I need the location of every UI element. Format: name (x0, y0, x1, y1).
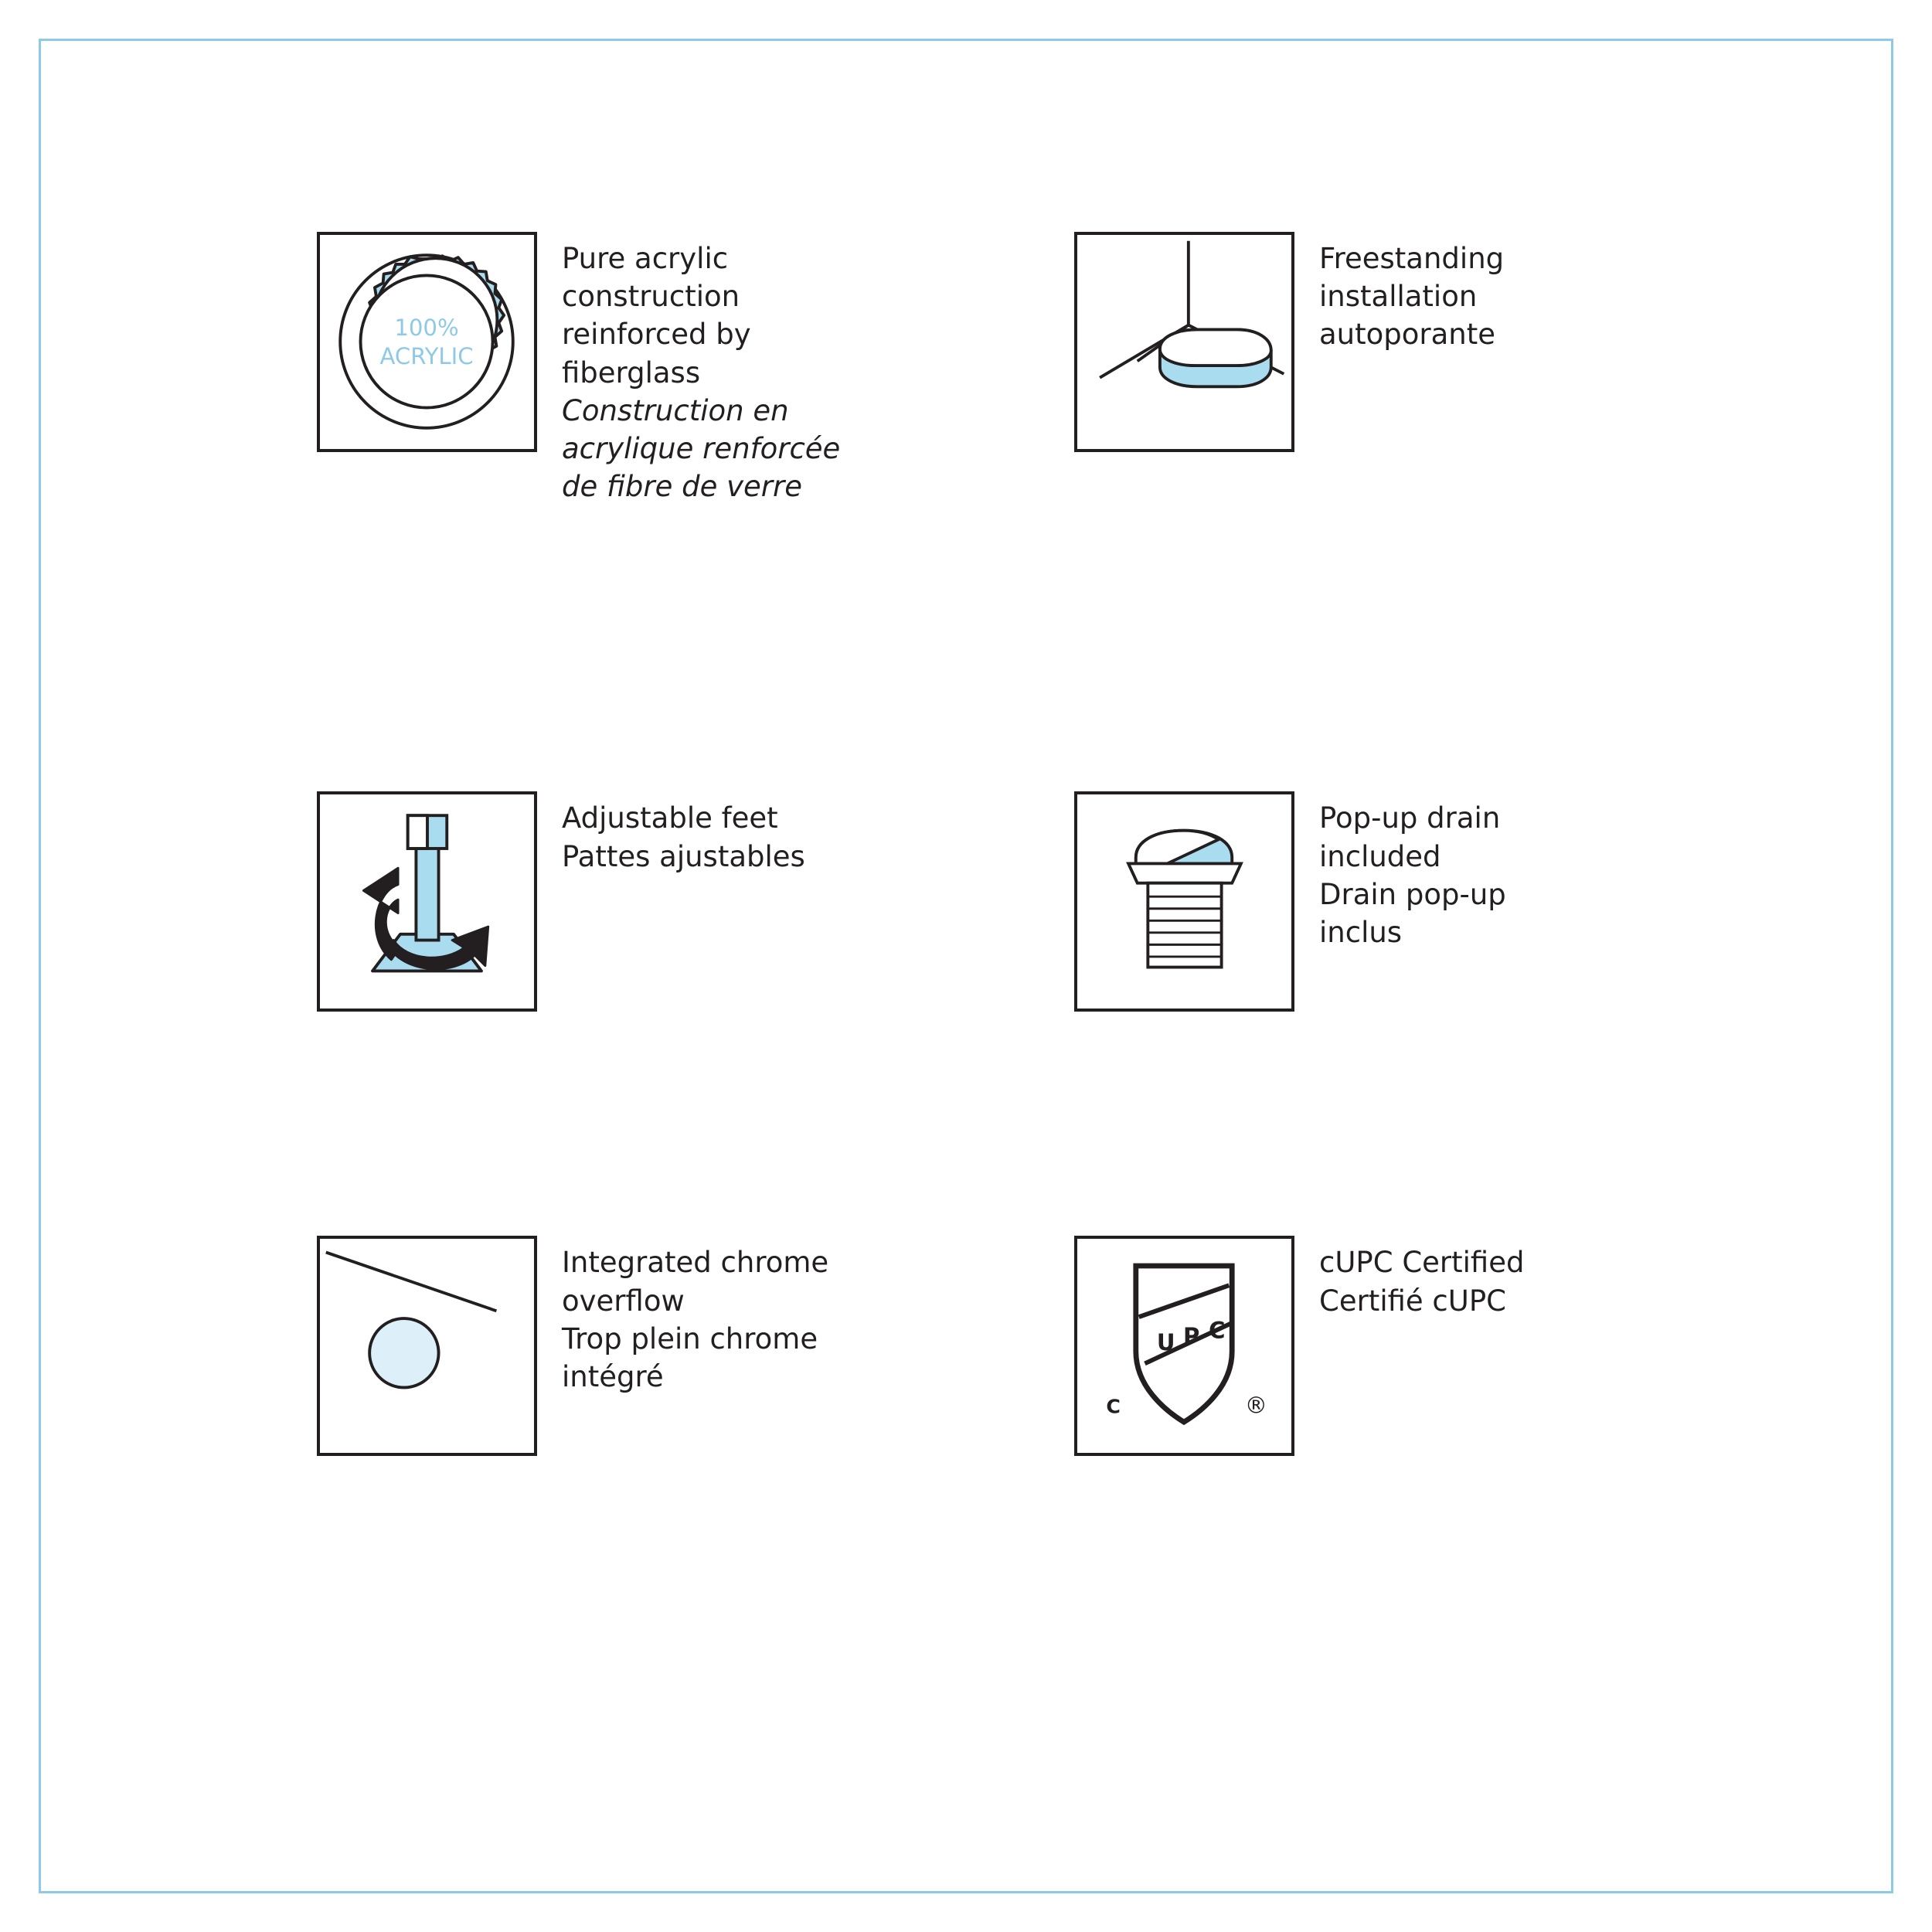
caption-line-fr: Construction en (562, 393, 789, 427)
feature-caption (1319, 1236, 1525, 1319)
feature-chrome-overflow (317, 1236, 1074, 1456)
caption-line-fr: autoporante (1319, 318, 1495, 352)
caption-line-fr: inclus (1319, 916, 1403, 950)
caption-line: Integrated chrome (562, 1246, 829, 1280)
row-spacer (317, 505, 1631, 791)
caption-line-fr: intégré (562, 1360, 664, 1394)
cupc-c-text: C (1209, 1317, 1226, 1344)
feature-cupc-certified (1074, 1236, 1631, 1456)
adjustable-foot-icon (317, 791, 537, 1012)
cupc-shield-icon (1074, 1236, 1294, 1456)
row-spacer (317, 1012, 1631, 1236)
caption-line: overflow (562, 1284, 685, 1318)
freestanding-tub-icon (1074, 232, 1294, 452)
caption-line: Pure acrylic (562, 242, 729, 275)
acrylic-percent-text: 100% (394, 315, 459, 342)
cupc-u-text: U (1156, 1329, 1175, 1356)
caption-line: included (1319, 839, 1441, 873)
feature-caption (1319, 232, 1504, 354)
chrome-overflow-icon (317, 1236, 537, 1456)
feature-pure-acrylic (317, 232, 1074, 505)
caption-line: Freestanding (1319, 242, 1505, 275)
feature-row (317, 232, 1631, 505)
caption-line: cUPC Certified (1319, 1246, 1525, 1280)
popup-drain-icon (1074, 791, 1294, 1012)
feature-row (317, 791, 1631, 1012)
feature-adjustable-feet (317, 791, 1074, 1012)
caption-line-fr: Trop plein chrome (562, 1321, 818, 1355)
feature-row (317, 1236, 1631, 1456)
caption-line-fr: acrylique renforcée (562, 432, 841, 466)
cupc-p-text: P (1183, 1323, 1200, 1350)
caption-line: Adjustable feet (562, 801, 778, 835)
caption-line: construction (562, 280, 740, 314)
feature-caption (562, 1236, 828, 1396)
feature-caption (562, 791, 805, 875)
feature-grid (317, 232, 1631, 1456)
caption-line-fr: de fibre de verre (562, 470, 802, 504)
caption-line-fr: Certifié cUPC (1319, 1284, 1506, 1318)
caption-line: Pop-up drain (1319, 801, 1501, 835)
caption-line: installation (1319, 280, 1478, 314)
caption-line: reinforced by (562, 318, 751, 352)
caption-line-fr: Drain pop-up (1319, 877, 1506, 911)
cupc-registered-text: ® (1244, 1392, 1267, 1419)
caption-line: fiberglass (562, 355, 701, 389)
feature-caption (1319, 791, 1506, 951)
cupc-left-c-text: C (1106, 1395, 1121, 1418)
feature-freestanding (1074, 232, 1631, 505)
acrylic-gear-icon (317, 232, 537, 452)
caption-line-fr: Pattes ajustables (562, 839, 805, 873)
feature-popup-drain (1074, 791, 1631, 1012)
feature-caption (562, 232, 840, 505)
acrylic-label-text: ACRYLIC (379, 343, 474, 370)
